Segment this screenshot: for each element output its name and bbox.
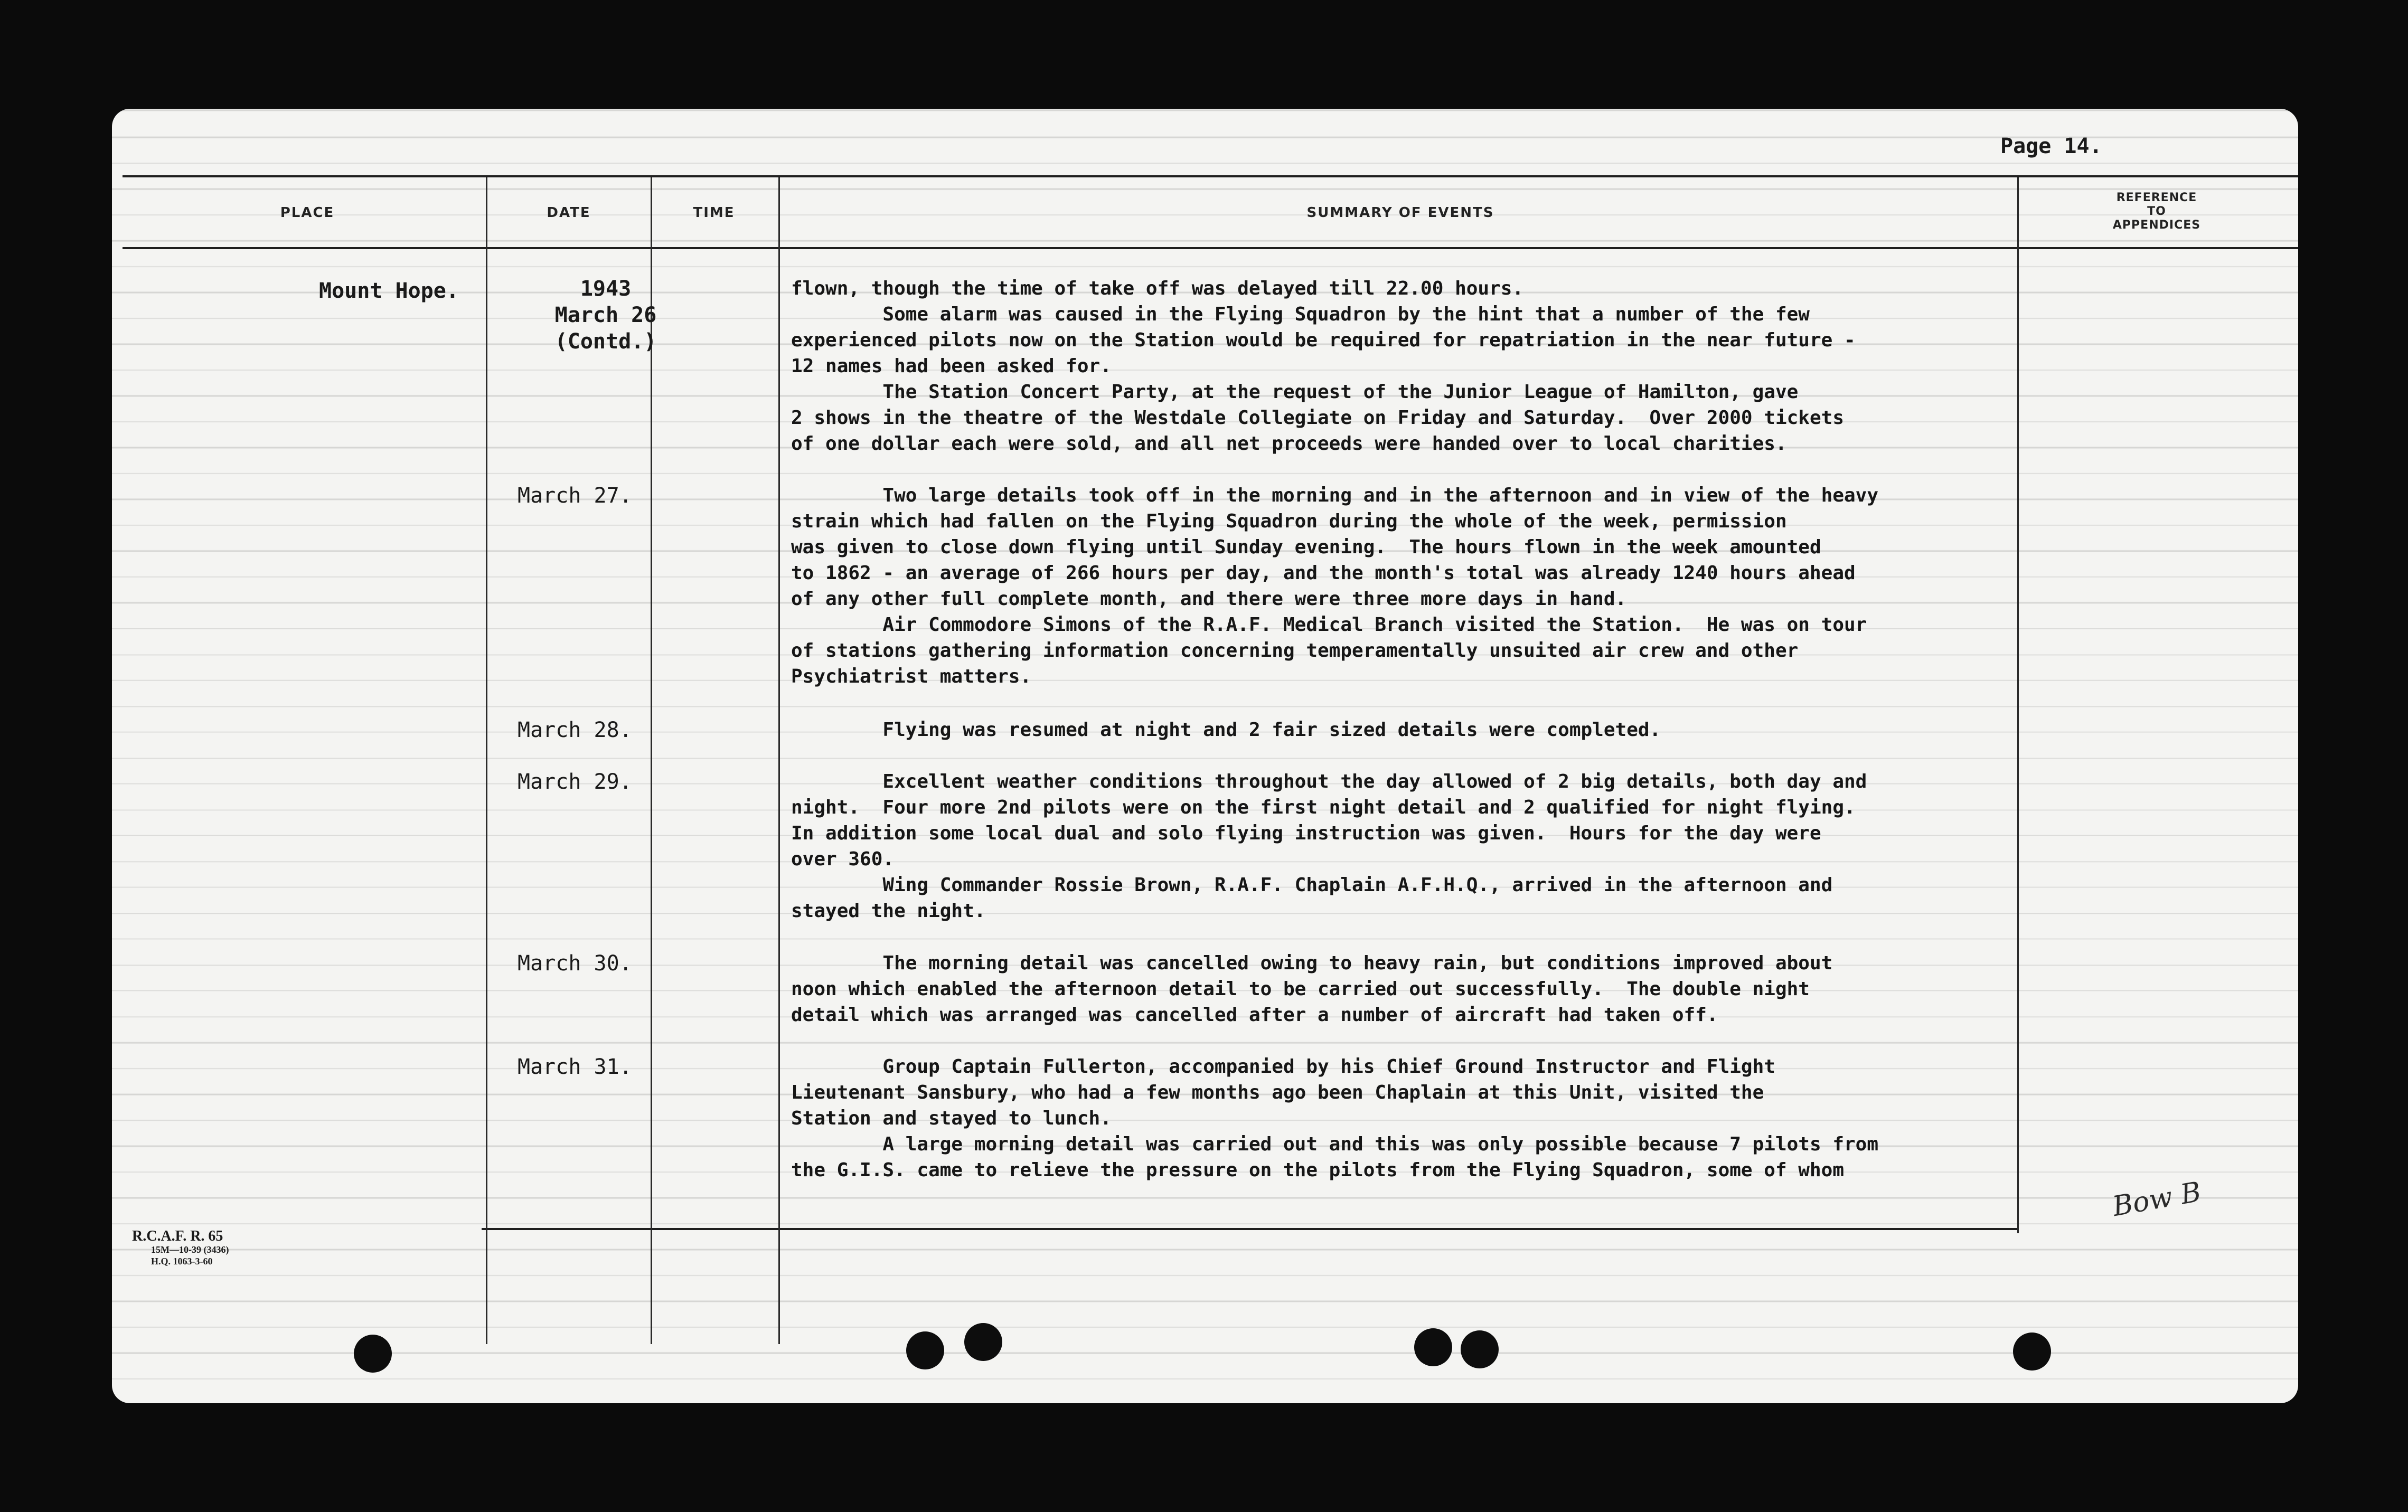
table-bottom-rule — [482, 1228, 2018, 1230]
punch-hole — [1461, 1330, 1499, 1368]
form-code-title: R.C.A.F. R. 65 — [132, 1228, 223, 1244]
place-value: Mount Hope. — [319, 279, 459, 303]
date-day: March 26 — [554, 303, 657, 327]
date-entry-march-27: March 27. — [518, 484, 632, 508]
column-divider-time-summary — [778, 177, 780, 1344]
summary-march-26: flown, though the time of take off was delayed till 22.00 hours. Some alarm was caused in the Flying Squadron by the hint that a number of the few experienced pilots now on the Station would be required for repatriation in the near future - 12 names had been asked for. The Station Concert Party, at the request of the Junior League of Hamilton, gave 2 shows in the theatre of the Westdale Collegiate on Friday and Saturday. Over 2000 tickets of one dollar each were sold, and all net proceeds were handed over to local charities. — [791, 278, 1856, 455]
summary-march-27: Two large details took off in the morning and in the afternoon and in view of the heavy strain which had fallen on the Flying Squadron during the whole of the week, permission was given to close down flying until Sunday evening. The hours flown in the week amounted to 1862 - an average of 266 hours per day, and the month's total was already 1240 hours ahead of any other full complete month, and there were three more days in hand. Air Commodore Simons of the R.A.F. Medical Branch visited the Station. He was on tour of stations gathering information concerning temperamentally unsuited air crew and other Psychiatrist matters. — [791, 485, 1879, 687]
header-place: PLACE — [280, 205, 335, 221]
form-code-line1: 15M—10-39 (3436) — [151, 1244, 229, 1255]
page-number: Page 14. — [2000, 134, 2102, 158]
date-year: 1943 — [580, 277, 632, 301]
form-code-line2: H.Q. 1063-3-60 — [151, 1256, 213, 1267]
header-reference-line3: APPENDICES — [2112, 219, 2201, 232]
header-date: DATE — [547, 205, 591, 221]
date-entry-march-26 — [516, 276, 695, 355]
summary-march-31: Group Captain Fullerton, accompanied by his Chief Ground Instructor and Flight Lieutenant Sansbury, who had a few months ago been Chaplain at this Unit, visited the Station and stayed to lunch. A large morning detail was carried out and this was only possible because 7 pilots from the G.I.S. came to relieve the pressure on the pilots from the Flying Squadron, some of whom — [791, 1056, 1879, 1181]
punch-hole — [964, 1323, 1002, 1361]
header-time: TIME — [693, 205, 735, 221]
date-entry-march-29: March 29. — [518, 770, 632, 794]
header-top-rule — [123, 175, 2298, 177]
date-entry-march-28: March 28. — [518, 718, 632, 742]
date-contd: (Contd.) — [554, 329, 657, 354]
header-bottom-rule — [123, 247, 2298, 249]
header-reference — [2019, 191, 2294, 232]
summary-march-30: The morning detail was cancelled owing to heavy rain, but conditions improved about noon which enabled the afternoon detail to be carried out successfully. The double night detail which was arranged was cancelled after a number of aircraft had taken off. — [791, 952, 1833, 1026]
form-code — [132, 1229, 229, 1267]
punch-hole — [354, 1335, 392, 1373]
punch-hole — [2013, 1333, 2051, 1371]
summary-march-28: Flying was resumed at night and 2 fair sized details were completed. — [791, 719, 1661, 741]
header-summary: SUMMARY OF EVENTS — [1306, 205, 1494, 221]
date-entry-march-30: March 30. — [518, 951, 632, 976]
date-entry-march-31: March 31. — [518, 1055, 632, 1079]
summary-march-29: Excellent weather conditions throughout the day allowed of 2 big details, both day and night. Four more 2nd pilots were on the first night detail and 2 qualified for night flying. In addition some local dual and solo flying instruction was given. Hours for the day were over 360. Wing Commander Rossie Brown, R.A.F. Chaplain A.F.H.Q., arrived in the afternoon and stayed the night. — [791, 771, 1867, 922]
header-reference-line2: TO — [2147, 205, 2166, 218]
punch-hole — [906, 1331, 944, 1369]
diary-sheet — [112, 109, 2298, 1403]
column-divider-place-date — [486, 177, 487, 1344]
handwritten-initials: Bow B — [2110, 1176, 2204, 1223]
header-reference-line1: REFERENCE — [2116, 191, 2197, 204]
punch-hole — [1414, 1328, 1452, 1366]
